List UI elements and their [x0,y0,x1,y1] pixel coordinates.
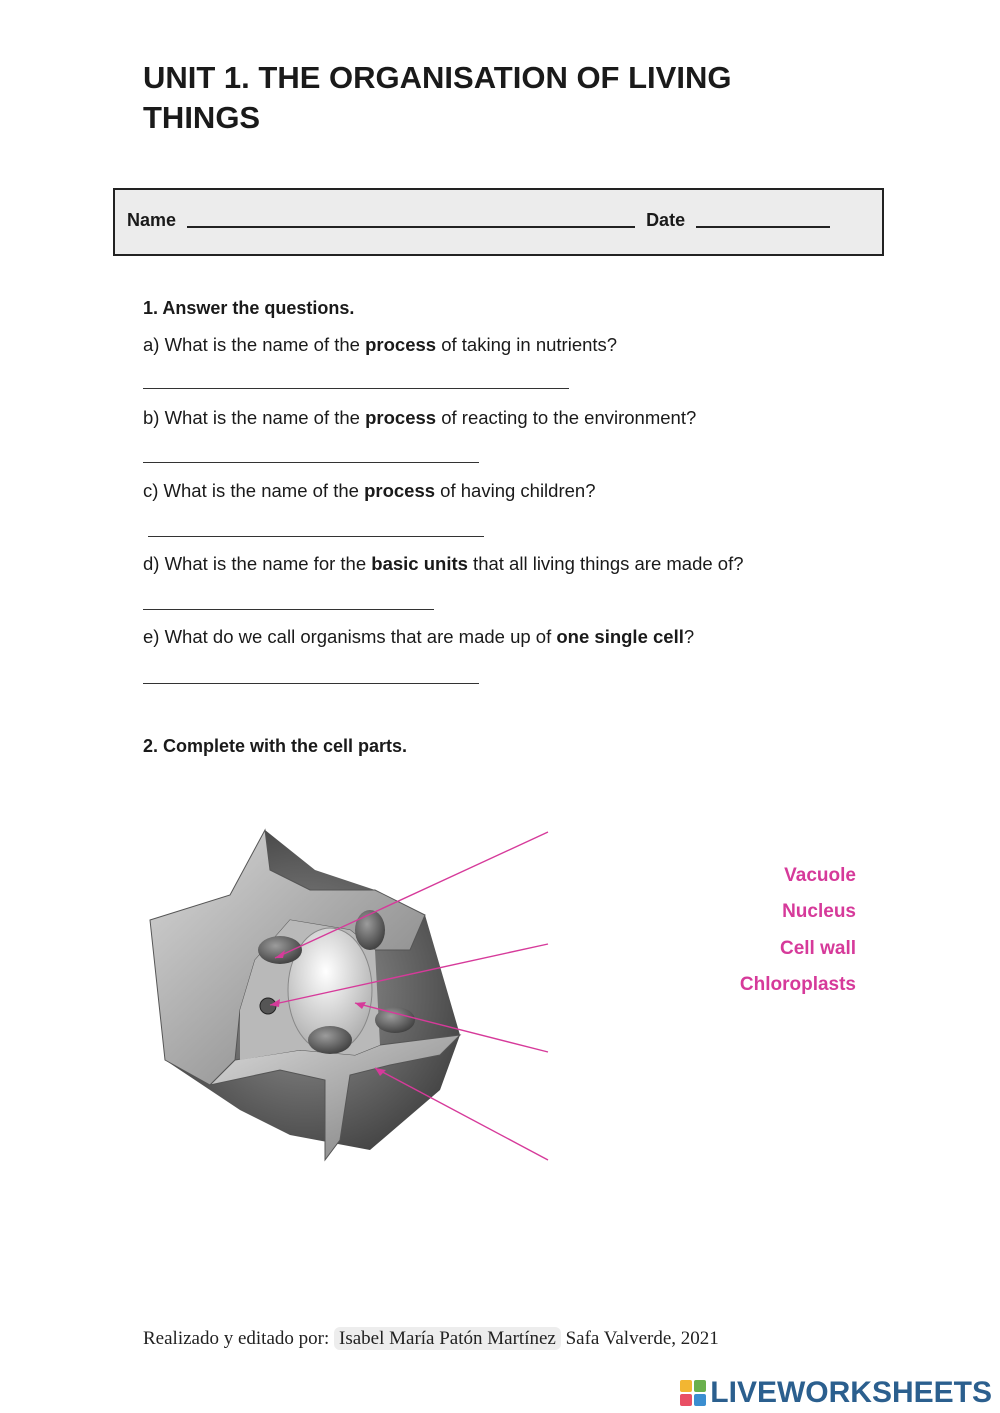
word-bank-item[interactable]: Chloroplasts [739,974,856,995]
word-bank-item[interactable]: Nucleus [782,901,856,922]
question-a: a) What is the name of the process of taking in nutrients? [143,334,618,355]
name-date-box [113,188,884,256]
footer-credit [143,1328,719,1350]
answer-e-input[interactable] [143,663,479,684]
footer-suffix: Safa Valverde, 2021 [565,1328,719,1349]
chloroplast-shape [375,1007,415,1033]
answer-a-input[interactable] [143,368,569,389]
answer-d-input[interactable] [143,589,434,610]
date-line [696,208,830,228]
nucleus-shape [260,998,276,1014]
section-1-heading: 1. Answer the questions. [143,298,355,318]
question-c: c) What is the name of the process of having children? [143,480,596,501]
question-e: e) What do we call organisms that are made up of one single cell? [143,626,695,647]
chloroplast-shape [355,910,385,950]
chloroplast-shape [258,936,302,964]
word-bank-item[interactable]: Cell wall [779,938,856,959]
question-b: b) What is the name of the process of reacting to the environment? [143,407,697,428]
worksheet-title: UNIT 1. THE ORGANISATION OF LIVING THINGS [143,60,732,135]
answer-b-input[interactable] [143,442,479,463]
liveworksheets-logo [680,1376,992,1410]
chloroplast-shape [308,1026,352,1054]
brand-grid-icon [680,1380,706,1406]
plant-cell-diagram [140,820,560,1170]
footer-prefix: Realizado y editado por: [143,1328,330,1349]
section-2-heading: 2. Complete with the cell parts. [143,736,408,756]
date-label: Date [646,210,686,230]
brand-name: LIVEWORKSHEETS [710,1376,992,1409]
footer-author: Isabel María Patón Martínez [334,1327,561,1350]
answer-c-input[interactable] [148,516,484,537]
name-line [187,208,635,228]
word-bank-item[interactable]: Vacuole [784,865,856,886]
name-label: Name [127,210,177,230]
question-d: d) What is the name for the basic units that all living things are made of? [143,553,744,574]
